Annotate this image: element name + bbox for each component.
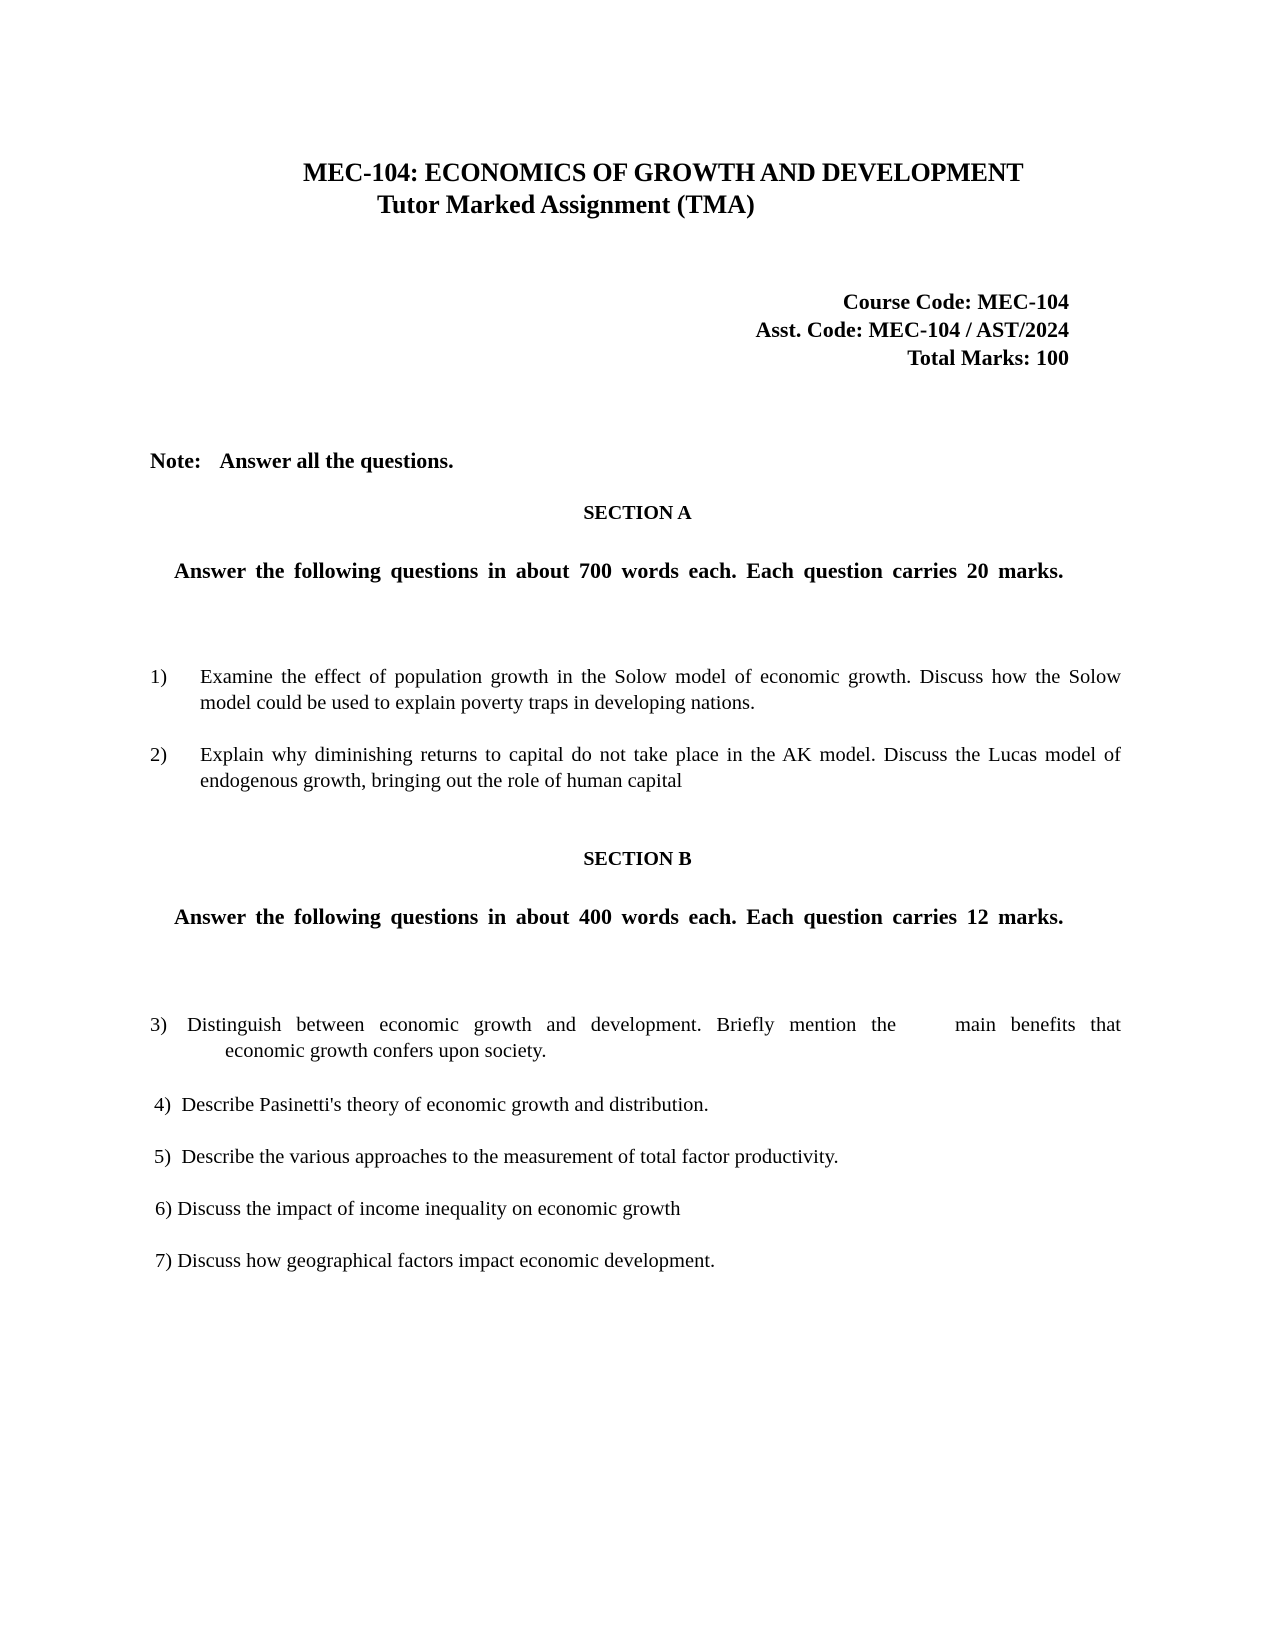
question-text-line-2: economic growth confers upon society. (225, 1040, 547, 1062)
question-4 (154, 1094, 709, 1117)
question-6 (155, 1198, 680, 1221)
question-text: Describe the various approaches to the measurement of total factor productivity. (181, 1146, 839, 1168)
question-1 (150, 664, 1121, 716)
question-2 (150, 742, 1121, 794)
note-label: Note: (150, 448, 202, 473)
question-text: Explain why diminishing returns to capital do not take place in the AK model. Discuss the Lucas model of endogenous growth, bringing out the role of human capital (200, 744, 1121, 792)
question-text: Examine the effect of population growth in the Solow model of economic growth. Discuss how the Solow model could be used to explain poverty traps in developing nations. (200, 666, 1121, 714)
question-number: 4) (154, 1094, 172, 1116)
question-text: Discuss the impact of income inequality on economic growth (177, 1198, 681, 1220)
section-b-heading: SECTION B (583, 848, 692, 870)
question-text-line-1: Distinguish between economic growth and development. Briefly mention the main benefits that (187, 1014, 1121, 1036)
question-number: 2) (150, 744, 168, 766)
question-7 (155, 1250, 715, 1273)
question-number: 3) (150, 1014, 168, 1036)
section-b-instruction: Answer the following questions in about 400 words each. Each question carries 12 marks. (174, 904, 1064, 929)
question-number: 5) (154, 1146, 172, 1168)
question-number: 6) (155, 1198, 173, 1220)
section-a-heading: SECTION A (583, 502, 692, 524)
question-text: Describe Pasinetti's theory of economic growth and distribution. (181, 1094, 709, 1116)
document-subtitle: Tutor Marked Assignment (TMA) (377, 190, 755, 219)
question-text: Discuss how geographical factors impact economic development. (177, 1250, 716, 1272)
course-code: Course Code: MEC-104 (842, 289, 1069, 314)
question-3 (150, 1012, 1121, 1064)
note (150, 448, 454, 474)
assignment-code: Asst. Code: MEC-104 / AST/2024 (755, 317, 1069, 342)
question-number: 7) (155, 1250, 173, 1272)
section-a-instruction: Answer the following questions in about 700 words each. Each question carries 20 marks. (174, 558, 1064, 583)
question-5 (154, 1146, 839, 1169)
note-text: Answer all the questions. (219, 448, 454, 473)
document-title: MEC-104: ECONOMICS OF GROWTH AND DEVELOPMENT (303, 158, 1024, 187)
total-marks: Total Marks: 100 (907, 345, 1069, 370)
question-number: 1) (150, 666, 168, 688)
